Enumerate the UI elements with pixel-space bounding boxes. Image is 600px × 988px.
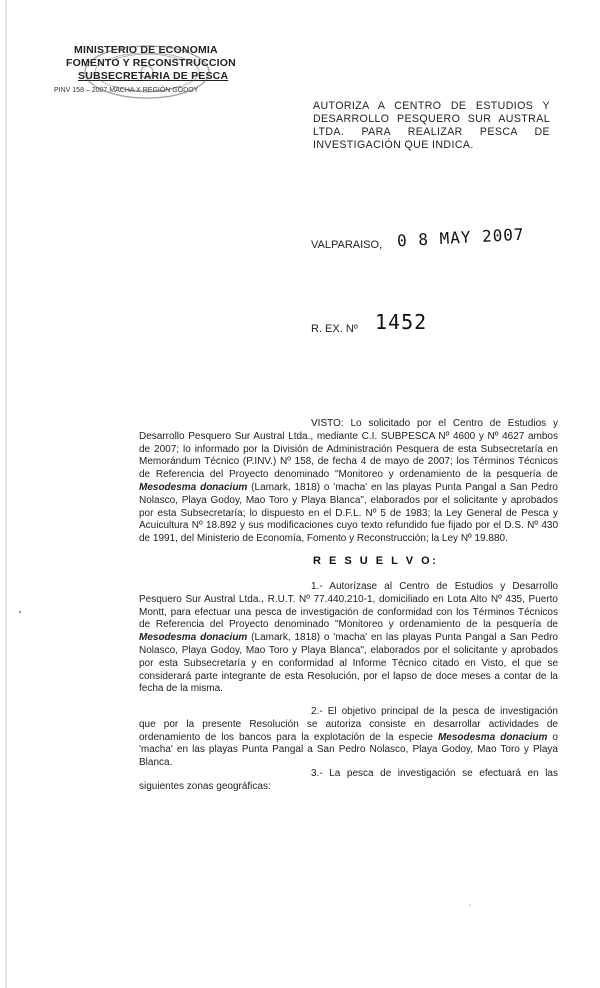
visto-lead: VISTO: Lo solicitado por el Centro de Estudios y Desarrollo Pesquero Sur Austral Ltda., mediante C.I. SUBPESCA Nº 4600 y Nº 4627 ambos de 2007; lo informado por la División de Administración Pesquera de esta Subsecretaría en Memorándum Técnico (P.INV.) Nº 158, de fecha 4 de mayo de 2007; los Términos Técnicos de Referencia del Proyecto denominado "Monitoreo y ordenamiento de la pesquería de — [139, 418, 558, 481]
resolution-point-2 — [139, 706, 558, 770]
resolution-subject: AUTORIZA A CENTRO DE ESTUDIOS Y DESARROLLO PESQUERO SUR AUSTRAL LTDA. PARA REALIZAR PESCA DE INVESTIGACIÓN QUE INDICA. — [313, 100, 550, 151]
place-label: VALPARAISO, — [311, 239, 383, 251]
point1-lead: 1.- Autorízase al Centro de Estudios y Desarrollo Pesquero Sur Austral Ltda., R.U.T. Nº 77.440.210-1, domiciliado en Lota Alto Nº 435, Puerto Montt, para efectuar una pesca de investigación de conformidad con los Términos Técnicos de Referencia del Proyecto denominado "Monitoreo y ordenamiento de la pesquería de — [139, 581, 558, 631]
resuelvo-heading: R E S U E L V O: — [313, 555, 439, 567]
visto-paragraph — [139, 418, 558, 546]
point1-tail: (Lamark, 1818) o 'macha' en las playas Punta Pangal a San Pedro Nolasco, Playa Godoy, Mao Toro y Playa Blanca", elaborados por el solicitante y aprobados por esta Subsecretaría y en conformidad al Informe Técnico citado en Visto, el que se considerará parte integrante de esta Resolución, por el lapso de doce meses a contar de la fecha de la misma. — [139, 632, 558, 695]
resolution-point-1 — [139, 581, 558, 696]
date-stamp: 0 8 MAY 2007 — [396, 224, 526, 251]
point2-species: Mesodesma donacium — [437, 731, 548, 743]
header-subsecretary: SUBSECRETARIA DE PESCA — [78, 70, 229, 82]
resolution-number: 1452 — [375, 310, 428, 334]
visto-species: Mesodesma donacium — [139, 481, 248, 493]
resolution-label: R. EX. Nº — [311, 323, 358, 335]
resolution-point-3 — [139, 768, 558, 794]
point1-species: Mesodesma donacium — [139, 632, 248, 644]
header-reference: PINV 158 – 2007 MACHA X REGIÓN GODOY — [54, 87, 199, 94]
header-ministry: MINISTERIO DE ECONOMIA — [74, 44, 218, 56]
point2-lead: 2.- El objetivo principal de la pesca de investigación que por la presente Resolución se autoriza consiste en desarrollar actividades de ordenamiento de los bancos para la explotación de la especie — [139, 706, 558, 743]
header-department: FOMENTO Y RECONSTRUCCION — [66, 57, 236, 69]
visto-tail: (Lamark, 1818) o 'macha' en las playas Punta Pangal a San Pedro Nolasco, Playa Godoy, Mao Toro y Playa Blanca", elaborados por el solicitante y aprobados por esta Subsecretaría; lo dispuesto en el D.F.L. Nº 5 de 1983; la Ley General de Pesca y Acuicultura Nº 18.892 y sus modificaciones cuyo texto refundido fue fijado por el D.S. Nº 430 de 1991, del Ministerio de Economía, Fomento y Reconstrucción; la Ley Nº 19.880. — [139, 481, 558, 545]
point3-lead: 3.- La pesca de investigación se efectuará en las siguientes zonas geográficas: — [139, 768, 558, 792]
point2-tail: o 'macha' en las playas Punta Pangal a San Pedro Nolasco, Playa Godoy, Mao Toro y Playa Blanca. — [139, 731, 558, 769]
